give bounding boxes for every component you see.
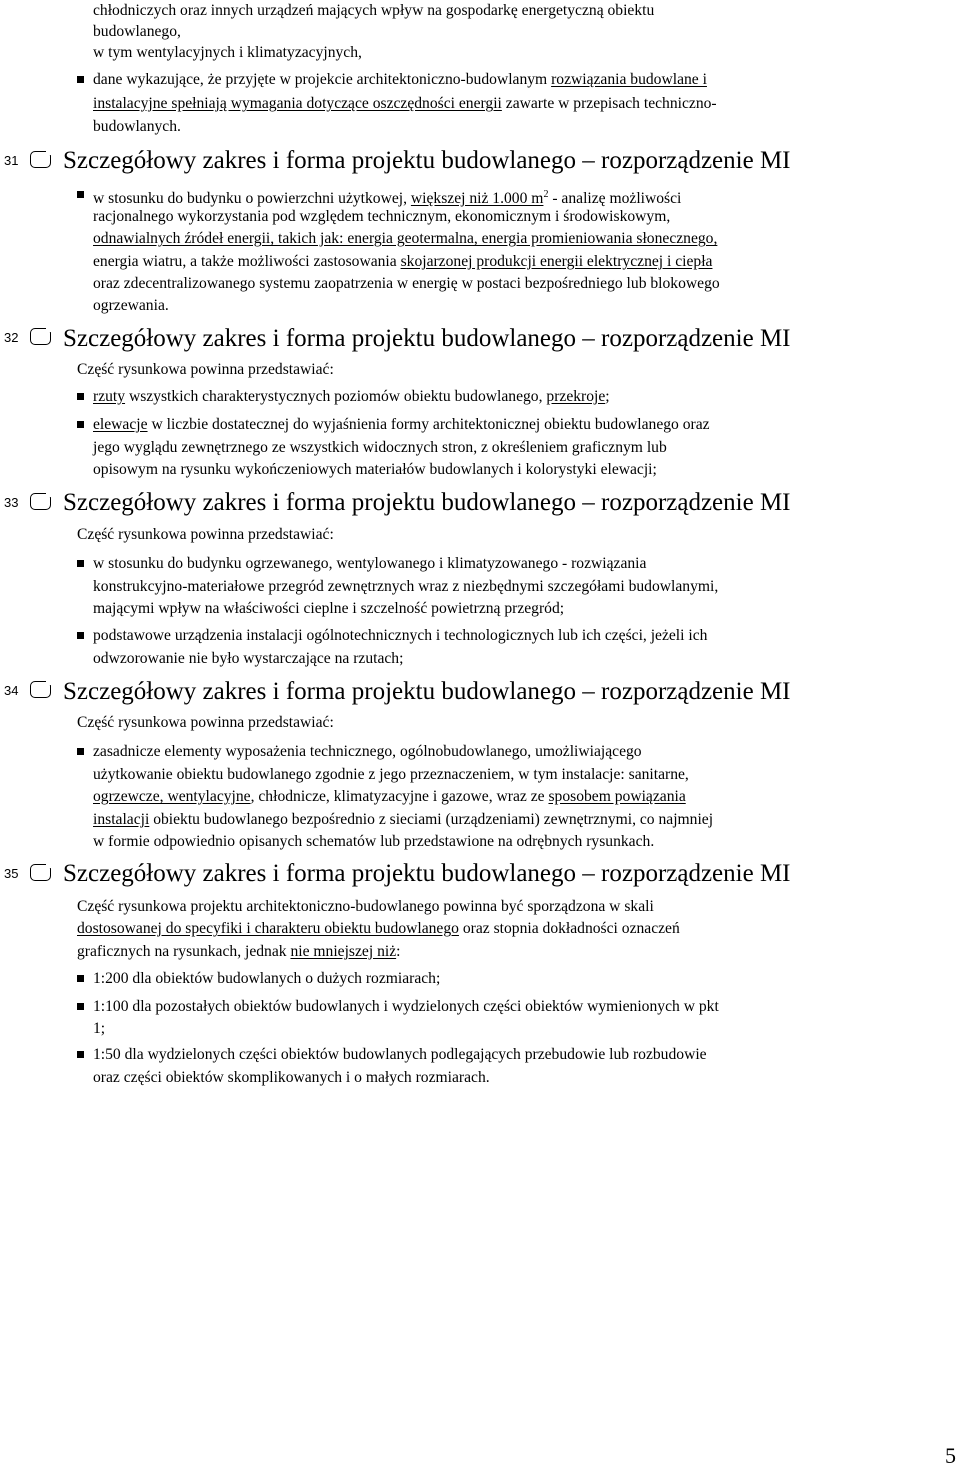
checkbox-icon [30, 864, 51, 881]
section-intro: Część rysunkowa powinna przedstawiać: [77, 361, 334, 378]
text-line: 1; [93, 1020, 106, 1037]
text-line: konstrukcyjno-materiałowe przegród zewnętrznych wraz z niezbędnymi szczegółami budowlanymi, [93, 578, 719, 595]
text-line: 1:50 dla wydzielonych części obiektów budowlanych podlegających przebudowie lub rozbudowie [93, 1046, 707, 1063]
text-line: 1:200 dla obiektów budowlanych o dużych rozmiarach; [93, 970, 441, 987]
text-line: zasadnicze elementy wyposażenia technicznego, ogólnobudowlanego, umożliwiającego [93, 743, 642, 760]
checkbox-icon [30, 151, 51, 168]
text-line: opisowym na rysunku wykończeniowych materiałów budowlanych i kolorystyki elewacji; [93, 461, 657, 478]
checkbox-icon [30, 493, 51, 510]
section-heading: Szczegółowy zakres i forma projektu budowlanego – rozporządzenie MI [63, 147, 791, 174]
section-number: 32 [4, 330, 19, 345]
section-number: 33 [4, 495, 19, 510]
bullet-icon [77, 748, 84, 755]
bullet-icon [77, 975, 84, 982]
section-heading: Szczegółowy zakres i forma projektu budowlanego – rozporządzenie MI [63, 489, 791, 516]
section-number: 35 [4, 866, 19, 881]
text-line: racjonalnego wykorzystania pod względem technicznym, ekonomicznym i środowiskowym, [93, 208, 671, 225]
bullet-icon [77, 393, 84, 400]
bullet-icon [77, 191, 84, 198]
text-line: odnawialnych źródeł energii, takich jak: energia geotermalna, energia promieniowania słonecznego, [93, 230, 718, 247]
text-line: dane wykazujące, że przyjęte w projekcie architektoniczno-budowlanym rozwiązania budowlane i [93, 71, 707, 88]
text-line: oraz zdecentralizowanego systemu zaopatrzenia w energię w postaci bezpośredniego lub blokowego [93, 275, 720, 292]
text-line: jego wyglądu zewnętrznego ze wszystkich widocznych stron, z określeniem graficznym lub [93, 439, 667, 456]
text-line: instalacyjne spełniają wymagania dotyczące oszczędności energii zawarte w przepisach techniczno- [93, 95, 717, 112]
bullet-icon [77, 632, 84, 639]
text-line: oraz części obiektów skomplikowanych i o małych rozmiarach. [93, 1069, 490, 1086]
section-intro: Część rysunkowa projektu architektoniczno-budowlanego powinna być sporządzona w skali [77, 898, 654, 915]
bullet-icon [77, 560, 84, 567]
text-line: w stosunku do budynku ogrzewanego, wentylowanego i klimatyzowanego - rozwiązania [93, 555, 647, 572]
text-line: mającymi wpływ na właściwości cieplne i szczelność powietrzną przegród; [93, 600, 565, 617]
text-line: użytkowanie obiektu budowlanego zgodnie z jego przeznaczeniem, w tym instalacje: sanitarne, [93, 766, 689, 783]
bullet-icon [77, 421, 84, 428]
section-intro: Część rysunkowa powinna przedstawiać: [77, 526, 334, 543]
text-line: odwzorowanie nie było wystarczające na rzutach; [93, 650, 404, 667]
text-line: budowlanego, [93, 23, 181, 40]
section-intro: dostosowanej do specyfiki i charakteru obiektu budowlanego oraz stopnia dokładności oznaczeń [77, 920, 680, 937]
text-line: instalacji obiektu budowlanego bezpośrednio z sieciami (urządzeniami) zewnętrznymi, co najmniej [93, 811, 714, 828]
bullet-icon [77, 76, 84, 83]
page-number: 5 [945, 1443, 956, 1468]
section-heading: Szczegółowy zakres i forma projektu budowlanego – rozporządzenie MI [63, 860, 791, 887]
checkbox-icon [30, 328, 51, 345]
text-line: chłodniczych oraz innych urządzeń mających wpływ na gospodarkę energetyczną obiektu [93, 2, 655, 19]
text-line: podstawowe urządzenia instalacji ogólnotechnicznych i technologicznych lub ich części, jeżeli ich [93, 627, 708, 644]
text-line: ogrzewania. [93, 297, 169, 314]
text-line: energia wiatru, a także możliwości zastosowania skojarzonej produkcji energii elektrycznej i ciepła [93, 253, 713, 270]
bullet-icon [77, 1051, 84, 1058]
section-number: 31 [4, 153, 19, 168]
bullet-icon [77, 1003, 84, 1010]
text-line: elewacje w liczbie dostatecznej do wyjaśnienia formy architektonicznej obiektu budowlanego oraz [93, 416, 710, 433]
section-heading: Szczegółowy zakres i forma projektu budowlanego – rozporządzenie MI [63, 325, 791, 352]
text-line: w stosunku do budynku o powierzchni użytkowej, większej niż 1.000 $m^2$ - analizę możliwości [93, 189, 682, 208]
section-intro: graficznych na rysunkach, jednak nie mniejszej niż: [77, 943, 401, 960]
text-line: 1:100 dla pozostałych obiektów budowlanych i wydzielonych części obiektów wymienionych w pkt [93, 998, 719, 1015]
text-line: ogrzewcze, wentylacyjne, chłodnicze, klimatyzacyjne i gazowe, wraz ze sposobem powiązania [93, 788, 686, 805]
section-number: 34 [4, 683, 19, 698]
text-line: w formie odpowiednio opisanych schematów lub przedstawione na odrębnych rysunkach. [93, 833, 655, 850]
checkbox-icon [30, 681, 51, 698]
section-intro: Część rysunkowa powinna przedstawiać: [77, 714, 334, 731]
text-line: w tym wentylacyjnych i klimatyzacyjnych, [93, 44, 362, 61]
section-heading: Szczegółowy zakres i forma projektu budowlanego – rozporządzenie MI [63, 678, 791, 705]
text-line: budowlanych. [93, 118, 181, 135]
text-line: rzuty wszystkich charakterystycznych poziomów obiektu budowlanego, przekroje; [93, 388, 610, 405]
